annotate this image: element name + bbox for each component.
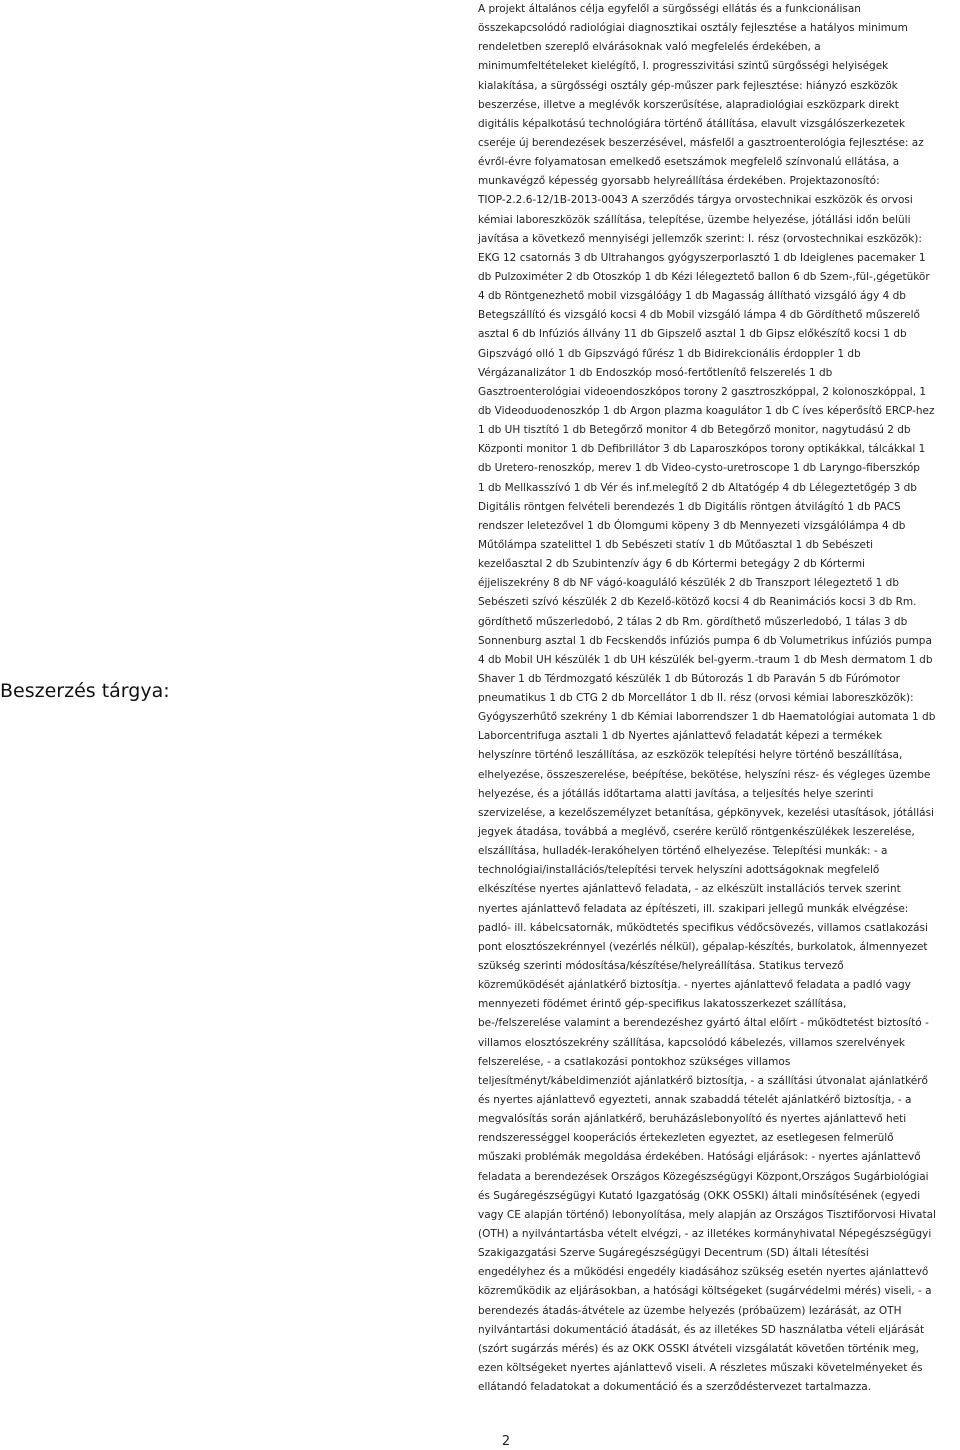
- text-line: elszállítása, hulladék-lerakóhelyen történő elhelyezése. Telepítési munkák: - a: [478, 845, 888, 858]
- text-line: A projekt általános célja egyfelől a sürgősségi ellátás és a funkcionálisan: [478, 3, 861, 15]
- text-line: EKG 12 csatornás 3 db Ultrahangos gyógyszerporlasztó 1 db Ideiglenes pacemaker 1: [478, 251, 926, 264]
- text-line: (OTH) a nyilvántartásba vételt elvégzi, - az illetékes kormányhivatal Népegészségügyi: [478, 1228, 932, 1240]
- text-line: elhelyezése, összeszerelése, beépítése, bekötése, helyszíni rész- és végleges üzembe: [478, 768, 931, 781]
- text-line: 1 db Mellkasszívó 1 db Vér és inf.melegítő 2 db Altatógép 4 db Lélegeztetőgép 3 db: [478, 481, 917, 494]
- text-line: vagy CE alapján történő) lebonyolítása, mely alapján az Országos Tisztifőorvosi Hivatal: [478, 1208, 936, 1221]
- text-line: db Pulzoximéter 2 db Otoszkóp 1 db Kézi lélegeztető ballon 6 db Szem-,fül-,gégetükör: [478, 270, 930, 283]
- text-line: db Uretero-renoszkóp, merev 1 db Video-cysto-uretroscope 1 db Laryngo-fiberszkóp: [478, 462, 920, 475]
- text-line: teljesítményt/kábeldimenziót ajánlatkérő biztosítja, - a szállítási útvonalat ajánlatkérő: [478, 1074, 928, 1087]
- text-line: elkészítése nyertes ajánlattevő feladata, - az elkészült installációs tervek szerint: [478, 883, 901, 896]
- text-line: rendszerességgel kooperációs értekezleten egyeztet, az esetlegesen felmerülő: [478, 1132, 894, 1145]
- text-line: helyezése, és a jótállás időtartama alatti javítása, a teljesítés helye szerinti: [478, 787, 874, 800]
- text-line: nyilvántartási dokumentáció átadását, és az illetékes SD használatba vételi eljárását: [478, 1323, 925, 1336]
- text-line: Gyógyszerhűtő szekrény 1 db Kémiai laborrendszer 1 db Haematológiai automata 1 db: [478, 711, 936, 724]
- text-line: Shaver 1 db Térdmozgató készülék 1 db Bútorozás 1 db Paraván 5 db Fúrómotor: [478, 672, 900, 685]
- field-value-text: [478, 0, 956, 1397]
- text-line: Gasztroenterológiai videoendoszkópos torony 2 gasztroszkóppal, 2 kolonoszkóppal, 1: [478, 385, 927, 398]
- text-line: Laborcentrifuga asztali 1 db Nyertes ajánlattevő feladatát képezi a termékek: [478, 730, 883, 743]
- text-line: évről-évre folyamatosan emelkedő esetszámok megfelelő színvonalú ellátása, a: [478, 156, 900, 169]
- field-value-cell: [478, 0, 956, 1394]
- text-line: javítása a következő mennyiségi jellemzők szerint: I. rész (orvostechnikai eszközök):: [478, 232, 922, 245]
- text-line: digitális képalkotású technológiára történő átállítása, elavult vizsgálószerkezetek: [478, 117, 906, 130]
- text-line: és Sugáregészségügyi Kutató Igazgatóság (OKK OSSKI) általi minősítésének (egyedi: [478, 1189, 921, 1202]
- text-line: nyertes ajánlattevő feladata az építészeti, ill. szakipari jellegű munkák elvégzése:: [478, 902, 909, 915]
- text-line: Sebészeti szívó készülék 2 db Kezelő-kötöző kocsi 4 db Reanimációs kocsi 3 db Rm.: [478, 596, 917, 609]
- text-line: db Videoduodenoszkóp 1 db Argon plazma koagulátor 1 db C íves képerősítő ERCP-hez: [478, 404, 935, 417]
- text-line: Műtőlámpa szatelittel 1 db Sebészeti statív 1 db Műtőasztal 1 db Sebészeti: [478, 538, 873, 551]
- field-label: Beszerzés tárgya:: [0, 679, 170, 702]
- text-line: gördíthető műszerledobó, 2 tálas 2 db Rm. gördíthető műszerledobó, 1 tálas 3 db: [478, 615, 908, 628]
- text-line: ellátandó feladatokat a dokumentáció és a szerződéstervezet tartalmazza.: [478, 1381, 872, 1394]
- text-line: 4 db Röntgenezhető mobil vizsgálóágy 1 db Magasság állítható vizsgáló ágy 4 db: [478, 290, 906, 303]
- text-line: megvalósítás során ajánlatkérő, beruházáslebonyolító és nyertes ajánlattevő heti: [478, 1113, 907, 1126]
- text-line: engedélyhez és a működési engedély kiadásához szükség esetén nyertes ajánlattevő: [478, 1266, 929, 1279]
- text-line: műszaki problémák megoldása érdekében. Hatósági eljárások: - nyertes ajánlattevő: [478, 1151, 921, 1164]
- text-line: TIOP-2.2.6-12/1B-2013-0043 A szerződés tárgya orvostechnikai eszközök és orvosi: [478, 194, 913, 207]
- text-line: összekapcsolódó radiológiai diagnosztikai osztály fejlesztése a hatályos minimum: [478, 22, 908, 35]
- text-line: munkavégző képesség gyorsabb helyreállítása érdekében. Projektazonosító:: [478, 175, 880, 188]
- text-line: asztal 6 db Infúziós állvány 11 db Gipszelő asztal 1 db Gipsz előkészítő kocsi 1 db: [478, 328, 907, 341]
- text-line: helyszínre történő leszállítása, az eszközök telepítési helyre történő beszállítása,: [478, 749, 903, 762]
- text-line: kémiai laboreszközök szállítása, telepítése, üzembe helyezése, jótállási időn belüli: [478, 213, 911, 226]
- text-line: kialakítása, a sürgősségi osztály gép-műszer park fejlesztése: hiányzó eszközök: [478, 79, 898, 92]
- text-line: szükség szerinti módosítása/készítése/helyreállítása. Statikus tervező: [478, 960, 844, 973]
- text-line: pont elosztószekrénnyel (vezérlés nélkül), gépalap-készítés, burkolatok, álmennyezet: [478, 940, 928, 953]
- text-line: éjjeliszekrény 8 db NF vágó-koaguláló készülék 2 db Transzport lélegeztető 1 db: [478, 577, 900, 590]
- page-number: 2: [501, 1434, 511, 1449]
- text-line: Gipszvágó olló 1 db Gipszvágó fűrész 1 db Bidirekcionális érdoppler 1 db: [478, 347, 861, 360]
- field-label-cell: [0, 0, 470, 1388]
- text-line: szervizelése, a kezelőszemélyzet betanítása, gépkönyvek, kezelési utasítások, jótállási: [478, 806, 934, 819]
- text-line: rendszer leletezővel 1 db Ólomgumi köpeny 3 db Mennyezeti vizsgálólámpa 4 db: [478, 519, 906, 532]
- text-line: berendezés átadás-átvétele az üzembe helyezés (próbaüzem) lezárását, az OTH: [478, 1304, 902, 1317]
- text-line: Sonnenburg asztal 1 db Fecskendős infúziós pumpa 6 db Volumetrikus infúziós pumpa: [478, 634, 932, 647]
- text-line: minimumfeltételeket kielégítő, I. progresszivitási szintű sürgősségi helyiségek: [478, 60, 889, 73]
- text-line: pneumatikus 1 db CTG 2 db Morcellátor 1 db II. rész (orvosi kémiai laboreszközök):: [478, 692, 914, 705]
- text-line: technológiai/installációs/telepítési tervek helyszíni adottságoknak megfelelő: [478, 864, 880, 877]
- text-line: beszerzése, illetve a meglévők korszerűsítése, alapradiológiai eszközpark direkt: [478, 98, 899, 111]
- text-line: mennyezeti födémet érintő gép-specifikus lakatosszerkezet szállítása,: [478, 998, 847, 1011]
- text-line: kezelőasztal 2 db Szubintenzív ágy 6 db Kórtermi betegágy 2 db Kórtermi: [478, 558, 865, 571]
- text-line: ezen költségeket nyertes ajánlattevő viseli. A részletes műszaki követelményeket és: [478, 1361, 923, 1374]
- text-line: közreműködik az eljárásokban, a hatósági költségeket (sugárvédelmi mérés) viseli, - a: [478, 1285, 932, 1298]
- text-line: rendeletben szereplő elvárásoknak való megfelelés érdekében, a: [478, 41, 821, 54]
- text-line: villamos elosztószekrény szállítása, kapcsolódó kábelezés, villamos szerelvények: [478, 1036, 905, 1049]
- text-line: Szakigazgatási Szerve Sugáregészségügyi Decentrum (SD) általi létesítési: [478, 1247, 869, 1260]
- text-line: be-/felszerelése valamint a berendezéshez gyártó által előírt - működtetést biztosító -: [478, 1017, 929, 1030]
- text-line: felszerelése, - a csatlakozási pontokhoz szükséges villamos: [478, 1055, 791, 1068]
- text-line: (szórt sugárzás mérés) és az OKK OSSKI átvételi vizsgálatát követően történik meg,: [478, 1342, 920, 1355]
- text-line: Vérgázanalizátor 1 db Endoszkóp mosó-fertőtlenítő felszerelés 1 db: [478, 366, 833, 379]
- text-line: Digitális röntgen felvételi berendezés 1 db Digitális röntgen átvilágító 1 db PACS: [478, 500, 901, 513]
- text-line: feladata a berendezések Országos Közegészségügyi Központ,Országos Sugárbiológiai: [478, 1170, 929, 1183]
- text-line: padló- ill. kábelcsatornák, működtetés specifikus védőcsövezés, villamos csatlakozási: [478, 921, 928, 934]
- text-line: Központi monitor 1 db Defibrillátor 3 db Laparoszkópos torony optikákkal, tálcákkal 1: [478, 443, 926, 456]
- text-line: Betegszállító és vizsgáló kocsi 4 db Mobil vizsgáló lámpa 4 db Gördíthető műszerelő: [478, 309, 920, 322]
- text-line: 1 db UH tisztító 1 db Betegőrző monitor 4 db Betegőrző monitor, nagytudású 2 db: [478, 424, 911, 437]
- text-line: cseréje új berendezések beszerzésével, másfelől a gasztroenterológia fejlesztése: az: [478, 136, 924, 149]
- text-line: jegyek átadása, továbbá a meglévő, cserére kerülő röntgenkészülékek leszerelése,: [478, 826, 915, 839]
- text-line: közreműködését ajánlatkérő biztosítja. - nyertes ajánlattevő feladata a padló vagy: [478, 979, 911, 992]
- text-line: és nyertes ajánlattevő egyezteti, annak szabaddá tételét ajánlatkérő biztosítja, - a: [478, 1094, 912, 1107]
- text-line: 4 db Mobil UH készülék 1 db UH készülék bel-gyerm.-traum 1 db Mesh dermatom 1 db: [478, 653, 933, 666]
